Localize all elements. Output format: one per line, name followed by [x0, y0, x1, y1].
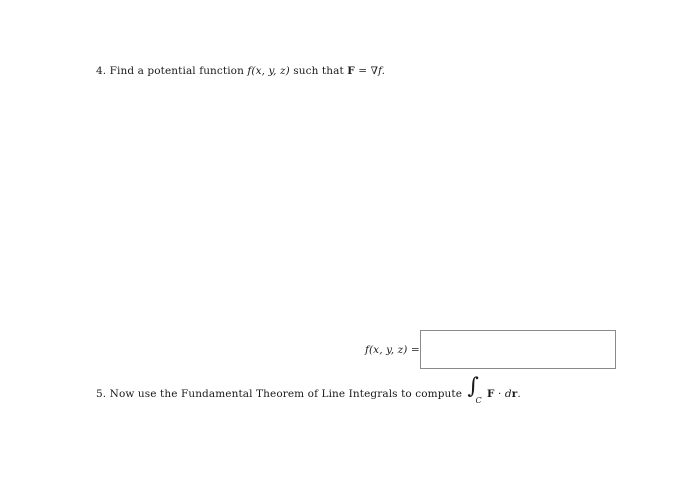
integrand-F: F: [486, 388, 495, 400]
vector-field-F: F: [347, 65, 355, 77]
question-5-period: .: [517, 388, 521, 400]
question-4: [96, 65, 385, 77]
such-that-text: such that: [293, 65, 344, 77]
potential-function-expr: f(x, y, z): [247, 65, 290, 77]
equals-sign: =: [358, 65, 368, 77]
dr-r: r: [511, 388, 518, 400]
question-4-text: Find a potential function: [109, 65, 244, 77]
question-5-number: 5.: [96, 388, 107, 400]
question-5-text: Now use the Fundamental Theorem of Line Integrals to compute: [109, 388, 463, 400]
question-5: [96, 374, 521, 405]
answer-input-box[interactable]: [420, 330, 616, 369]
answer-label: f(x, y, z) =: [365, 344, 420, 356]
gradient-expr: ∇f.: [370, 65, 386, 77]
dr-d: d: [504, 388, 512, 400]
line-integral-symbol: [466, 374, 484, 405]
integral-sign: ∫: [467, 374, 480, 399]
integral-subscript: C: [475, 396, 482, 405]
question-4-number: 4.: [96, 65, 107, 77]
dot-operator: ·: [497, 388, 502, 400]
